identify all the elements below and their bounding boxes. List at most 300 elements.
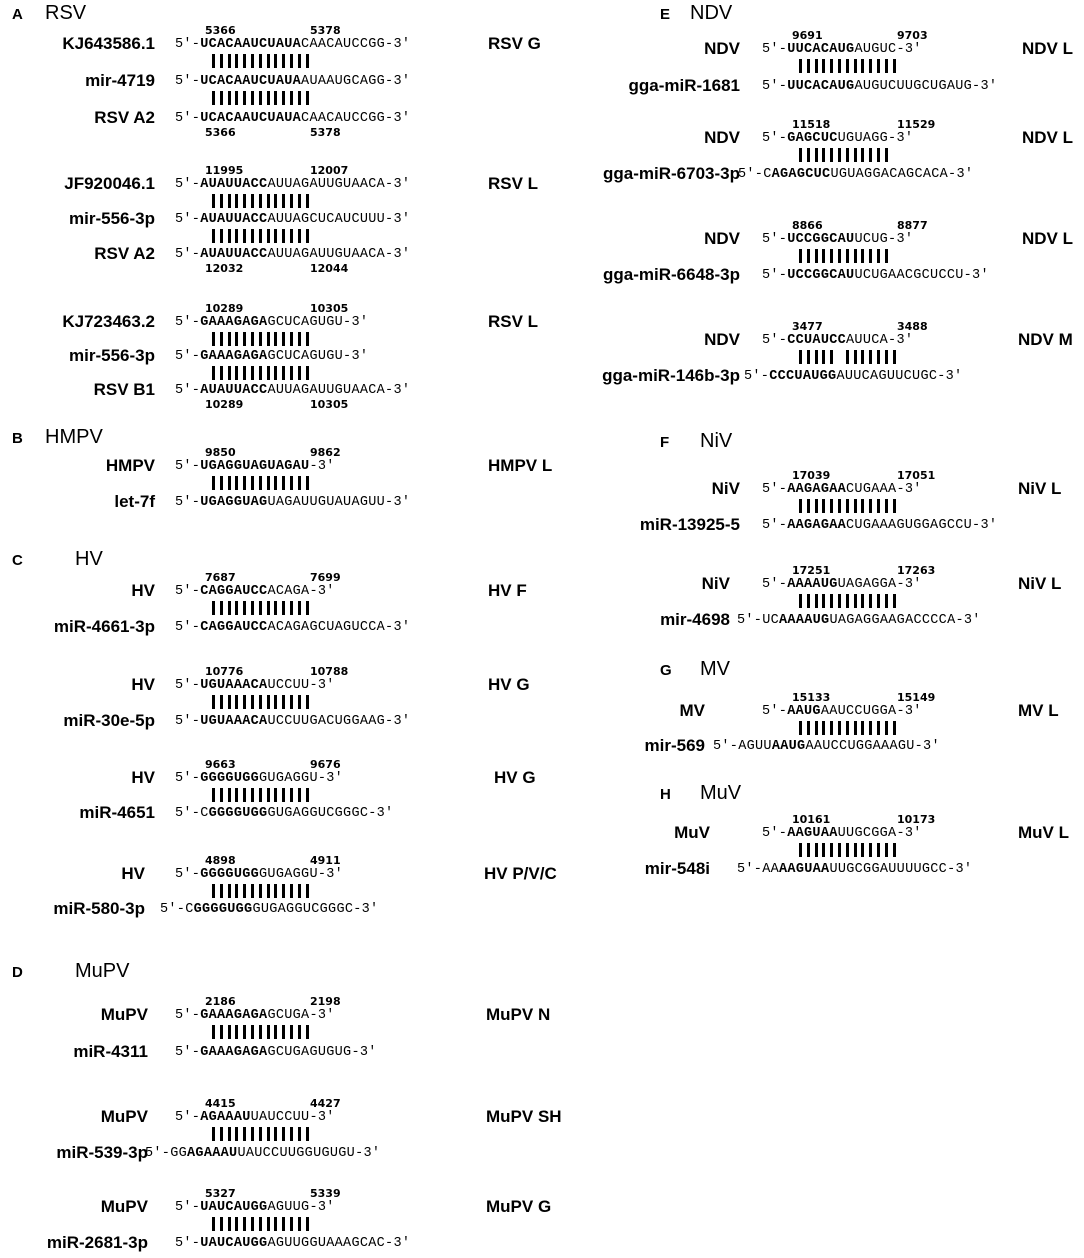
panel-letter-G: G: [660, 662, 672, 679]
pairing-bar: [306, 476, 309, 490]
pairing-bar: [861, 148, 864, 162]
mirna-sequence: [175, 806, 393, 821]
pairing-bar: [869, 721, 872, 735]
seq-rest: GCUCAGUGU-3': [267, 349, 369, 364]
seed-region: CAGGAUCC: [200, 620, 268, 635]
pairing-bar: [259, 194, 262, 208]
virus-sequence: [175, 867, 343, 882]
virus-label: NDV: [704, 229, 740, 248]
pairing-bar: [274, 476, 277, 490]
position-end: 5378: [310, 24, 341, 37]
pairing-bar: [259, 1127, 262, 1141]
position-start: 9691: [792, 29, 823, 42]
position-start: 8866: [792, 219, 823, 232]
position-start: 5366: [205, 126, 236, 139]
seq-rest: UCUGAACGCUCCU-3': [854, 268, 989, 283]
seq-rest: UCCUUGACUGGAAG-3': [267, 714, 411, 729]
pairing-bar: [861, 594, 864, 608]
seed-region: AUAUUACC: [200, 177, 268, 192]
gene-label: MV L: [1018, 701, 1059, 720]
seq-rest: AUUAGAUUGUAACA-3': [267, 247, 411, 262]
virus-label: KJ643586.1: [62, 34, 155, 53]
pairing-bar: [854, 148, 857, 162]
five-prime: 5'-: [175, 74, 201, 89]
seq-rest: GCUGAGUGUG-3': [267, 1045, 377, 1060]
pairing-bar: [298, 476, 301, 490]
pairing-bar: [885, 721, 888, 735]
five-prime: 5'-: [175, 177, 201, 192]
mirna-label: mir-548i: [644, 859, 710, 878]
pairing-bar: [228, 1217, 231, 1231]
seed-region: CCCUAUGG: [769, 369, 837, 384]
reference-label: RSV A2: [94, 244, 155, 263]
seed-region: UAUCAUGG: [200, 1200, 268, 1215]
mirna-label: miR-4651: [79, 803, 155, 822]
pairing-bar: [298, 229, 301, 243]
pairing-bar: [861, 249, 864, 263]
pairing-bar: [815, 148, 818, 162]
pairing-bar: [251, 788, 254, 802]
pairing-bar: [267, 695, 270, 709]
pairing-bar: [869, 148, 872, 162]
pairing-bar: [854, 594, 857, 608]
pairing-bar: [259, 1025, 262, 1039]
pairing-bars: [212, 884, 313, 898]
virus-label: MuV: [674, 823, 710, 842]
pairing-bar: [243, 194, 246, 208]
five-prime: 5'-: [175, 383, 201, 398]
pairing-bar: [251, 601, 254, 615]
seed-region: GAAAGAGA: [200, 1008, 268, 1023]
position-end: 9703: [897, 29, 928, 42]
seq-rest: UGUAGGACAGCACA-3': [830, 167, 974, 182]
mirna-sequence: [762, 268, 989, 283]
pairing-bar: [259, 366, 262, 380]
seed-region: UCACAAUCUAUA: [200, 37, 302, 52]
pairing-bar: [838, 594, 841, 608]
seed-region: AAAAUG: [779, 613, 830, 628]
pairing-bar: [306, 695, 309, 709]
pairing-bar: [243, 884, 246, 898]
mirna-sequence: [175, 714, 410, 729]
seed-region: AAGAGAA: [787, 518, 847, 533]
position-start: 7687: [205, 571, 236, 584]
position-start: 5327: [205, 1187, 236, 1200]
pairing-bar: [869, 499, 872, 513]
panel-title-E: NDV: [690, 2, 733, 24]
pairing-bar: [235, 1217, 238, 1231]
five-prime: 5'-: [713, 739, 739, 754]
five-prime: 5'-: [175, 1236, 201, 1251]
position-end: 10788: [310, 665, 349, 678]
position-end: 8877: [897, 219, 928, 232]
seed-region: UAUCAUGG: [200, 1236, 268, 1251]
position-start: 9663: [205, 758, 236, 771]
seq-rest: UUGCGGA-3': [837, 826, 922, 841]
pairing-bar: [298, 366, 301, 380]
mirna-sequence: [175, 620, 410, 635]
virus-sequence: [762, 577, 922, 592]
pairing-bar: [306, 91, 309, 105]
pairing-bar: [220, 1127, 223, 1141]
pairing-bar: [815, 721, 818, 735]
pairing-bar: [235, 91, 238, 105]
position-start: 11995: [205, 164, 244, 177]
position-end: 3488: [897, 320, 928, 333]
pairing-bar: [228, 788, 231, 802]
pairing-bar: [846, 594, 849, 608]
pairing-bar: [290, 788, 293, 802]
position-start: 11518: [792, 118, 831, 131]
gene-label: HV F: [488, 581, 527, 600]
mirna-label: mir-556-3p: [69, 209, 155, 228]
pairing-bar: [267, 1025, 270, 1039]
pairing-bar: [228, 476, 231, 490]
seed-region: UCCGGCAU: [787, 232, 855, 247]
seq-rest: GUGAGGUCGGGC-3': [267, 806, 394, 821]
seq-prefix: GG: [170, 1146, 188, 1161]
panel-letter-H: H: [660, 786, 671, 803]
seed-region: UUCACAUG: [787, 42, 855, 57]
pairing-bar: [267, 54, 270, 68]
pairing-bar: [267, 601, 270, 615]
pairing-bar: [267, 229, 270, 243]
pairing-bar: [235, 476, 238, 490]
pairing-bar: [235, 194, 238, 208]
virus-sequence: [762, 131, 913, 146]
seq-rest: GUGAGGU-3': [259, 867, 344, 882]
pairing-bar: [807, 59, 810, 73]
position-end: 11529: [897, 118, 936, 131]
pairing-bar: [822, 350, 825, 364]
virus-sequence: [175, 678, 335, 693]
virus-label: MuPV: [100, 1107, 148, 1126]
seq-rest: CAACAUCCGG-3': [301, 37, 411, 52]
pairing-bar: [228, 54, 231, 68]
pairing-bar: [282, 695, 285, 709]
pairing-bar: [235, 788, 238, 802]
seed-region: UCACAAUCUAUA: [200, 111, 302, 126]
pairing-bar: [306, 229, 309, 243]
pairing-bar: [893, 721, 896, 735]
gene-label: HMPV L: [488, 456, 553, 475]
seq-rest: UAUCCUU-3': [250, 1110, 335, 1125]
virus-sequence: [175, 459, 335, 474]
seed-region: GGGGUGG: [208, 806, 268, 821]
pairing-bar: [838, 148, 841, 162]
mirna-sequence: [175, 1236, 410, 1251]
mirna-label: mir-556-3p: [69, 346, 155, 365]
pairing-bar: [306, 1217, 309, 1231]
pairing-bar: [885, 594, 888, 608]
pairing-bar: [282, 54, 285, 68]
virus-label: HV: [131, 581, 155, 600]
pairing-bar: [274, 229, 277, 243]
pairing-bar: [243, 1025, 246, 1039]
virus-label: NiV: [711, 479, 740, 498]
panel-title-H: MuV: [700, 782, 742, 804]
pairing-bar: [893, 843, 896, 857]
position-start: 12032: [205, 262, 244, 275]
virus-label: MuPV: [100, 1005, 148, 1024]
pairing-bar: [251, 1025, 254, 1039]
five-prime: 5'-: [738, 167, 764, 182]
pairing-bar: [259, 884, 262, 898]
panel-title-A: RSV: [45, 2, 87, 24]
five-prime: 5'-: [175, 1045, 201, 1060]
pairing-bar: [830, 59, 833, 73]
seed-region: UGAGGUAG: [200, 495, 268, 510]
pairing-bar: [877, 721, 880, 735]
pairing-bar: [830, 721, 833, 735]
panel-letter-B: B: [12, 430, 23, 447]
five-prime: 5'-: [762, 268, 788, 283]
pairing-bar: [212, 229, 215, 243]
mirna-sequence: [737, 613, 981, 628]
five-prime: 5'-: [762, 482, 788, 497]
seq-rest: ACAGA-3': [267, 584, 335, 599]
pairing-bar: [220, 788, 223, 802]
pairing-bar: [243, 332, 246, 346]
five-prime: 5'-: [160, 902, 186, 917]
pairing-bar: [807, 148, 810, 162]
pairing-bar: [259, 1217, 262, 1231]
seq-prefix: C: [185, 902, 194, 917]
pairing-bar: [228, 884, 231, 898]
pairing-bar: [807, 843, 810, 857]
pairing-bar: [846, 350, 849, 364]
pairing-bar: [282, 884, 285, 898]
five-prime: 5'-: [762, 232, 788, 247]
mirna-sequence: [175, 212, 410, 227]
pairing-bars: [212, 229, 313, 243]
pairing-bar: [885, 148, 888, 162]
gene-label: NDV L: [1022, 128, 1073, 147]
pairing-bar: [251, 366, 254, 380]
pairing-bar: [838, 350, 841, 364]
pairing-bar: [251, 476, 254, 490]
position-start: 5366: [205, 24, 236, 37]
virus-label: MV: [679, 701, 705, 720]
pairing-bar: [282, 91, 285, 105]
pairing-bars: [212, 601, 313, 615]
pairing-bar: [869, 843, 872, 857]
position-start: 17251: [792, 564, 831, 577]
pairing-bar: [822, 721, 825, 735]
pairing-bar: [822, 843, 825, 857]
seq-rest: GCUGA-3': [267, 1008, 335, 1023]
mirna-sequence: [175, 1045, 377, 1060]
pairing-bar: [243, 366, 246, 380]
pairing-bar: [243, 91, 246, 105]
pairing-bar: [877, 594, 880, 608]
pairing-bar: [267, 91, 270, 105]
pairing-bar: [893, 350, 896, 364]
pairing-bar: [290, 476, 293, 490]
seq-prefix: AGUU: [738, 739, 772, 754]
pairing-bars: [212, 54, 313, 68]
pairing-bar: [815, 594, 818, 608]
pairing-bar: [298, 91, 301, 105]
mirna-label: miR-2681-3p: [46, 1233, 148, 1252]
pairing-bar: [212, 366, 215, 380]
position-end: 15149: [897, 691, 936, 704]
pairing-bar: [267, 788, 270, 802]
pairing-bar: [282, 366, 285, 380]
pairing-bar: [282, 601, 285, 615]
pairing-bar: [290, 695, 293, 709]
mirna-label: mir-4719: [85, 71, 155, 90]
pairing-bar: [259, 788, 262, 802]
pairing-bar: [220, 1025, 223, 1039]
mirna-sequence: [744, 369, 962, 384]
virus-sequence: [175, 177, 410, 192]
virus-sequence: [762, 826, 922, 841]
pairing-bar: [220, 194, 223, 208]
pairing-bar: [251, 1127, 254, 1141]
mirna-label: miR-4311: [73, 1042, 148, 1061]
pairing-bar: [267, 332, 270, 346]
pairing-bar: [846, 249, 849, 263]
seed-region: AGAAAU: [200, 1110, 251, 1125]
position-end: 12044: [310, 262, 349, 275]
pairing-bar: [838, 59, 841, 73]
panel-title-D: MuPV: [75, 960, 130, 982]
mirna-label: mir-569: [644, 736, 705, 755]
virus-label: KJ723463.2: [62, 312, 155, 331]
pairing-bars: [212, 695, 313, 709]
pairing-bar: [861, 59, 864, 73]
pairing-bar: [822, 499, 825, 513]
gene-label: HV P/V/C: [484, 864, 557, 883]
virus-sequence: [175, 584, 335, 599]
mirna-sequence: [762, 518, 997, 533]
pairing-bar: [251, 884, 254, 898]
pairing-bar: [267, 1217, 270, 1231]
pairing-bar: [306, 194, 309, 208]
pairing-bar: [885, 249, 888, 263]
mirna-sequence: [713, 739, 940, 754]
pairing-bar: [854, 350, 857, 364]
five-prime: 5'-: [175, 771, 201, 786]
pairing-bars: [799, 594, 900, 608]
seq-prefix: C: [763, 167, 772, 182]
virus-label: NiV: [701, 574, 730, 593]
pairing-bar: [854, 499, 857, 513]
mirna-sequence: [145, 1146, 380, 1161]
seq-rest: AUGUC-3': [854, 42, 922, 57]
mirna-sequence: [762, 79, 997, 94]
gene-label: HV G: [488, 675, 530, 694]
position-end: 9676: [310, 758, 341, 771]
position-end: 10305: [310, 302, 349, 315]
seed-region: AAGAGAA: [787, 482, 847, 497]
pairing-bar: [877, 59, 880, 73]
pairing-bar: [815, 843, 818, 857]
pairing-bar: [274, 332, 277, 346]
pairing-bar: [220, 91, 223, 105]
seq-rest: AUGUCUUGCUGAUG-3': [854, 79, 998, 94]
position-end: 9862: [310, 446, 341, 459]
mirna-label: mir-4698: [660, 610, 730, 629]
seed-region: GAGCUC: [787, 131, 838, 146]
seq-rest: AUUAGAUUGUAACA-3': [267, 383, 411, 398]
pairing-bar: [212, 54, 215, 68]
virus-sequence: [175, 37, 410, 52]
five-prime: 5'-: [737, 862, 763, 877]
five-prime: 5'-: [175, 212, 201, 227]
mirna-sequence: [175, 74, 410, 89]
pairing-bar: [799, 594, 802, 608]
pairing-bar: [228, 229, 231, 243]
pairing-bar: [243, 476, 246, 490]
pairing-bar: [306, 788, 309, 802]
seed-region: UCCGGCAU: [787, 268, 855, 283]
position-end: 7699: [310, 571, 341, 584]
pairing-bar: [298, 332, 301, 346]
pairing-bar: [212, 1217, 215, 1231]
pairing-bar: [830, 843, 833, 857]
pairing-bars: [799, 843, 900, 857]
pairing-bars: [212, 1025, 313, 1039]
mirna-label: miR-580-3p: [53, 899, 145, 918]
pairing-bar: [822, 249, 825, 263]
pairing-bar: [212, 194, 215, 208]
pairing-bar: [830, 350, 833, 364]
pairing-bar: [298, 194, 301, 208]
pairing-bar: [228, 194, 231, 208]
pairing-bar: [290, 54, 293, 68]
pairing-bars: [212, 366, 313, 380]
pairing-bar: [298, 1127, 301, 1141]
pairing-bar: [228, 332, 231, 346]
position-end: 4911: [310, 854, 341, 867]
pairing-bar: [807, 350, 810, 364]
pairing-bar: [298, 884, 301, 898]
seq-rest: CAACAUCCGG-3': [301, 111, 411, 126]
virus-sequence: [175, 771, 343, 786]
pairing-bar: [220, 332, 223, 346]
pairing-bar: [282, 788, 285, 802]
pairing-bar: [885, 59, 888, 73]
gene-label: NDV L: [1022, 39, 1073, 58]
pairing-bar: [267, 1127, 270, 1141]
reference-label: RSV B1: [93, 380, 155, 399]
position-start: 4898: [205, 854, 236, 867]
pairing-bar: [243, 695, 246, 709]
pairing-bar: [830, 148, 833, 162]
pairing-bar: [274, 695, 277, 709]
pairing-bar: [274, 1217, 277, 1231]
pairing-bar: [228, 601, 231, 615]
mirna-label: gga-miR-146b-3p: [602, 366, 740, 385]
pairing-bar: [306, 1025, 309, 1039]
position-start: 10289: [205, 302, 244, 315]
pairing-bar: [235, 54, 238, 68]
pairing-bars: [212, 1217, 313, 1231]
seed-region: AGAGCUC: [771, 167, 831, 182]
mirna-label: miR-4661-3p: [53, 617, 155, 636]
pairing-bar: [885, 350, 888, 364]
pairing-bars: [212, 91, 313, 105]
seed-region: UGAGGUAGUAGAU: [200, 459, 310, 474]
pairing-bar: [861, 843, 864, 857]
pairing-bar: [846, 843, 849, 857]
pairing-bar: [251, 1217, 254, 1231]
pairing-bars: [799, 350, 900, 364]
pairing-bars: [799, 499, 900, 513]
pairing-bar: [267, 884, 270, 898]
